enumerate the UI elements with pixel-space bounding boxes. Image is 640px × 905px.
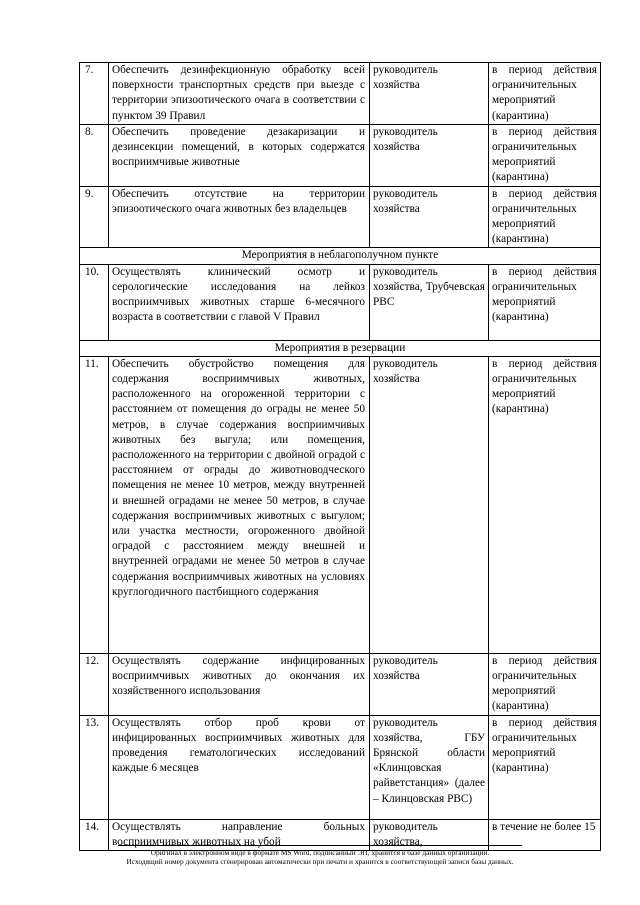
row-number: 10.	[80, 264, 109, 340]
table-row	[80, 653, 601, 715]
row-responsible: руководитель хозяйства	[370, 124, 489, 186]
row-term: в период действия ограничительных мероприятий (карантина)	[489, 63, 601, 125]
row-action: Осуществлять содержание инфицированных восприимчивых животных до окончания их хозяйственного использования	[109, 653, 370, 715]
table-row	[80, 124, 601, 186]
row-action: Обеспечить обустройство помещения для содержания восприимчивых животных, расположенного на огороженной территории с расстоянием от помещения до ограды не менее 50 метров, в случае содержания восприимчивых животных без выгула; или помещения, расположенного на территории с двойной оградой с расстоянием от ограды до животноводческого помещения не менее 10 метров, между внутренней и внешней оградами не менее 50 метров, в случае содержания восприимчивых животных с выгулом; или участка местности, огороженного двойной оградой с расстоянием между внешней и внутренней оградами не менее 50 метров в случае содержания восприимчивых животных на условиях круглогодичного пастбищного содержания	[109, 356, 370, 653]
row-action: Осуществлять отбор проб крови от инфицированных восприимчивых животных для проведения гематологических исследований каждые 6 месяцев	[109, 715, 370, 819]
measures-table	[79, 62, 601, 851]
row-term: в период действия ограничительных мероприятий (карантина)	[489, 653, 601, 715]
row-term: в период действия ограничительных мероприятий (карантина)	[489, 264, 601, 340]
table-row	[80, 186, 601, 248]
row-responsible: руководитель хозяйства, ГБУ Брянской области «Клинцовская райветстанция» (далее – Клинцовская РВС)	[370, 715, 489, 819]
row-number: 13.	[80, 715, 109, 819]
section-title: Мероприятия в неблагополучном пункте	[80, 248, 601, 264]
table-row	[80, 63, 601, 125]
row-action: Обеспечить проведение дезакаризации и дезинсекции помещений, в которых содержатся восприимчивые животные	[109, 124, 370, 186]
row-action: Осуществлять клинический осмотр и серологические исследования на лейкоз восприимчивых животных старше 6-месячного возраста в соответствии с главой V Правил	[109, 264, 370, 340]
row-responsible: руководитель хозяйства	[370, 356, 489, 653]
table-row	[80, 356, 601, 653]
row-term: в период действия ограничительных мероприятий (карантина)	[489, 715, 601, 819]
table-row	[80, 715, 601, 819]
section-header-row	[80, 248, 601, 264]
row-term: в период действия ограничительных мероприятий (карантина)	[489, 356, 601, 653]
row-term: в период действия ограничительных мероприятий (карантина)	[489, 186, 601, 248]
row-number: 7.	[80, 63, 109, 125]
footer-line-original: Оригинал в электронном виде в формате MS Word, подписанный ЭП, хранится в базе данных организации.	[150, 848, 490, 857]
row-action: Обеспечить дезинфекционную обработку всей поверхности транспортных средств при выезде с территории эпизоотического очага в соответствии с пунктом 39 Правил	[109, 63, 370, 125]
row-number: 9.	[80, 186, 109, 248]
row-number: 8.	[80, 124, 109, 186]
table-row	[80, 264, 601, 340]
section-title: Мероприятия в резервации	[80, 340, 601, 356]
row-responsible: руководитель хозяйства,	[370, 819, 489, 850]
footer-divider	[118, 845, 522, 846]
row-responsible: руководитель хозяйства	[370, 186, 489, 248]
row-responsible: руководитель хозяйства	[370, 63, 489, 125]
row-number: 11.	[80, 356, 109, 653]
row-term: в течение не более 15	[489, 819, 601, 850]
row-number: 14.	[80, 819, 109, 850]
row-responsible: руководитель хозяйства, Трубчевская РВС	[370, 264, 489, 340]
row-action: Обеспечить отсутствие на территории эпизоотического очага животных без владельцев	[109, 186, 370, 248]
section-header-row	[80, 340, 601, 356]
row-action: Осуществлять направление больных восприимчивых животных на убой	[109, 819, 370, 850]
footer-line-number: Исходящий номер документа сгенерирован автоматически при печати и хранится в соответствующей записи базы данных.	[126, 857, 514, 866]
row-number: 12.	[80, 653, 109, 715]
row-term: в период действия ограничительных мероприятий (карантина)	[489, 124, 601, 186]
row-responsible: руководитель хозяйства	[370, 653, 489, 715]
